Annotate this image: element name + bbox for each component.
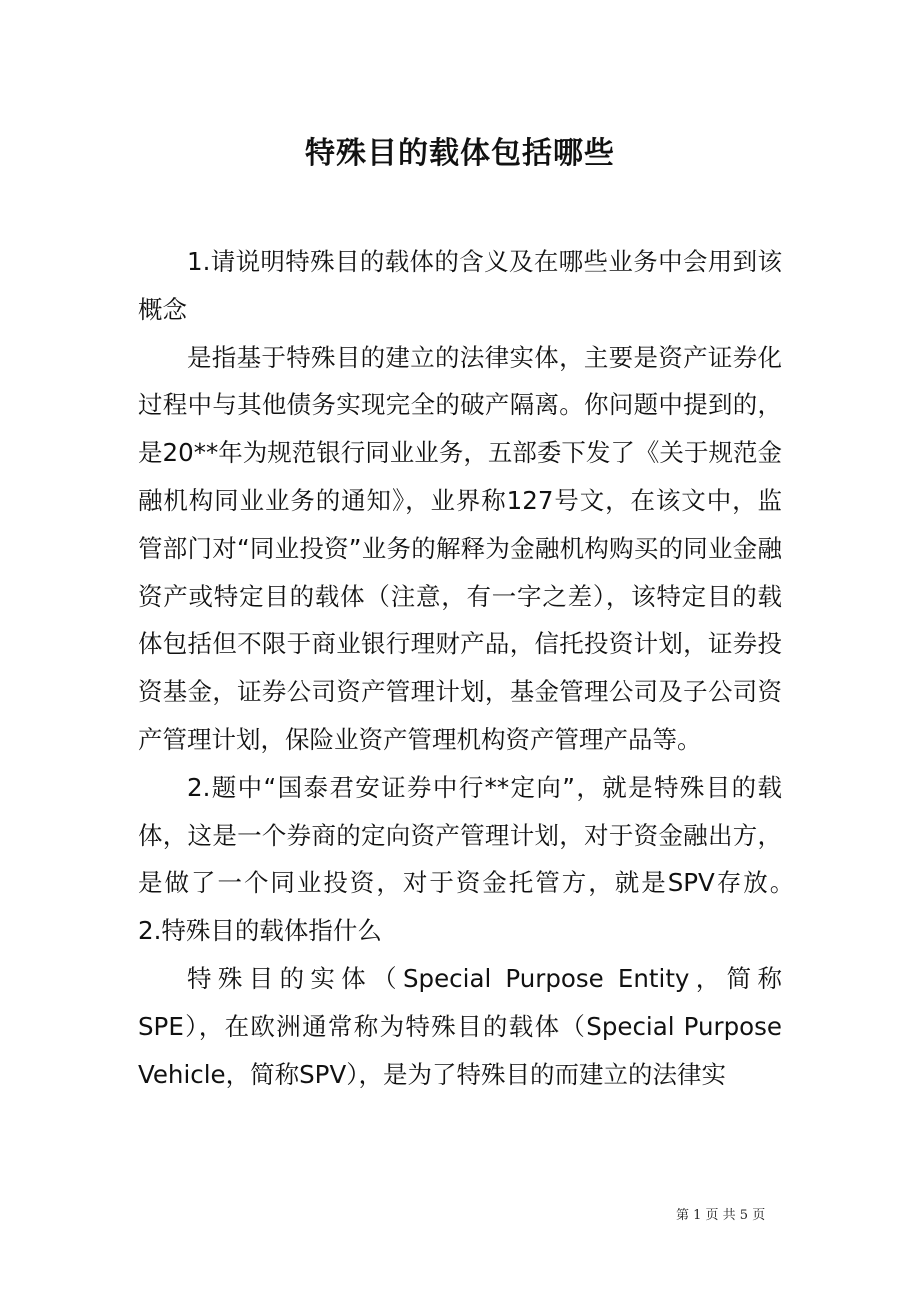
paragraph-question-1: 1.请说明特殊目的载体的含义及在哪些业务中会用到该概念 (138, 247, 782, 324)
paragraph-definition: 特殊目的实体（Special Purpose Entity，简称SPE），在欧洲通常称为特殊目的载体（Special Purpose Vehicle，简称SPV），是为了特殊目的而建立的法律实 (138, 963, 782, 1089)
page-number-footer: 第 1 页 共 5 页 (676, 1208, 766, 1223)
document-title: 特殊目的载体包括哪些 (305, 136, 615, 171)
paragraph-answer-1: 是指基于特殊目的建立的法律实体，主要是资产证券化过程中与其他债务实现完全的破产隔离。你问题中提到的，是20**年为规范银行同业业务，五部委下发了《关于规范金融机构同业业务的通知》，业界称127号文，在该文中，监管部门对“同业投资”业务的解释为金融机构购买的同业金融资产或特定目的载体（注意，有一字之差），该特定目的载体包括但不限于商业银行理财产品，信托投资计划，证券投资基金，证券公司资产管理计划，基金管理公司及子公司资产管理计划，保险业资产管理机构资产管理产品等。 (138, 342, 782, 754)
document-body (138, 238, 831, 1098)
paragraph-answer-2: 2.题中“国泰君安证券中行**定向”，就是特殊目的载体，这是一个券商的定向资产管理计划，对于资金融出方，是做了一个同业投资，对于资金托管方，就是SPV存放。 2.特殊目的载体指什么 (138, 772, 831, 946)
